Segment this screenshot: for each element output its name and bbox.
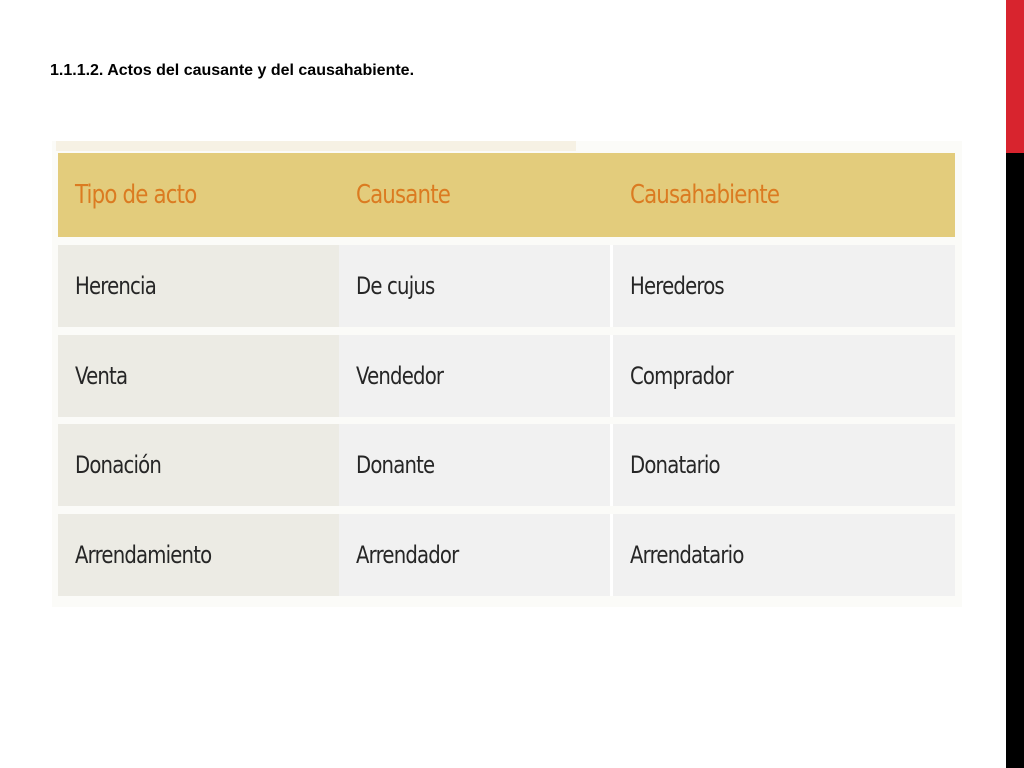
header-cell-causante: Causante bbox=[356, 180, 451, 210]
slide-title: 1.1.1.2. Actos del causante y del causahabiente. bbox=[50, 62, 415, 79]
table-cell: Donatario bbox=[610, 424, 955, 506]
table-cell: Arrendamiento bbox=[58, 514, 339, 596]
table-row bbox=[58, 514, 955, 596]
header-cell-tipo-de-acto: Tipo de acto bbox=[75, 180, 197, 210]
table-cell: Donación bbox=[58, 424, 339, 506]
table-image-edge bbox=[56, 141, 576, 151]
acts-table bbox=[52, 141, 962, 607]
table-cell: Venta bbox=[58, 335, 339, 417]
table-header-row bbox=[58, 153, 955, 237]
table-cell: Comprador bbox=[610, 335, 955, 417]
table-cell: Herencia bbox=[58, 245, 339, 327]
side-bar bbox=[1006, 0, 1024, 768]
table-row bbox=[58, 245, 955, 327]
table-cell: Arrendatario bbox=[610, 514, 955, 596]
table-cell: Arrendador bbox=[339, 514, 610, 596]
table-row bbox=[58, 335, 955, 417]
table-cell: De cujus bbox=[339, 245, 610, 327]
table-cell: Vendedor bbox=[339, 335, 610, 417]
side-accent bbox=[1006, 0, 1024, 153]
table-cell: Donante bbox=[339, 424, 610, 506]
table-cell: Herederos bbox=[610, 245, 955, 327]
header-cell-causahabiente: Causahabiente bbox=[630, 180, 780, 210]
table-row bbox=[58, 424, 955, 506]
